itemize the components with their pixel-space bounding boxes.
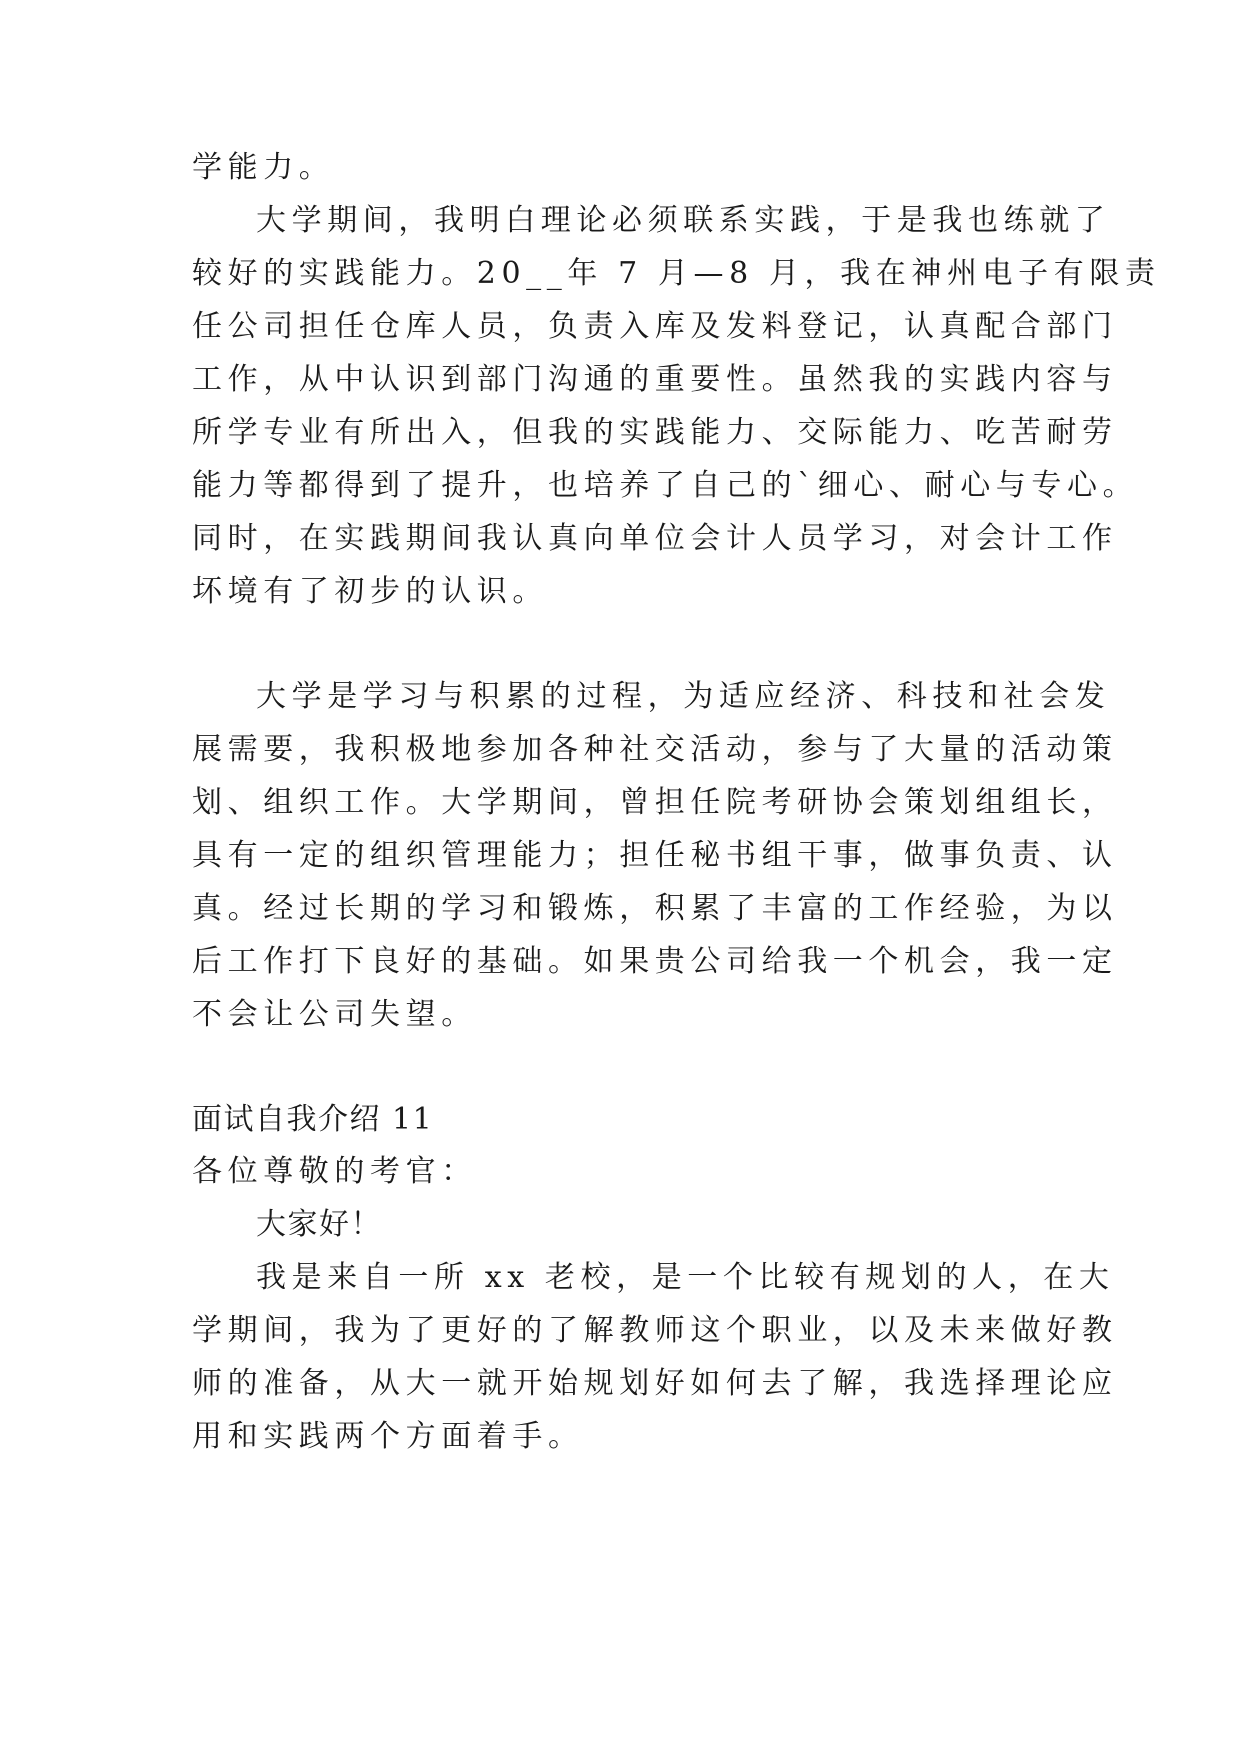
text-line: 不会让公司失望。	[192, 997, 477, 1032]
text-line: 同时，在实践期间我认真向单位会计人员学习，对会计工作	[192, 521, 1118, 556]
text-line: 任公司担任仓库人员，负责入库及发料登记，认真配合部门	[192, 309, 1118, 344]
paragraph-start-line: 大学期间，我明白理论必须联系实践，于是我也练就了	[256, 203, 1111, 238]
text-line: 用和实践两个方面着手。	[192, 1419, 584, 1454]
text-line: 划、组织工作。大学期间，曾担任院考研协会策划组组长，	[192, 785, 1118, 820]
section-heading: 面试自我介绍 11	[192, 1102, 434, 1137]
text-line: 学能力。	[192, 150, 335, 185]
paragraph-start-line: 我是来自一所 xx 老校，是一个比较有规划的人，在大	[256, 1260, 1115, 1295]
text-line: 后工作打下良好的基础。如果贵公司给我一个机会，我一定	[192, 944, 1118, 979]
text-line: 真。经过长期的学习和锻炼，积累了丰富的工作经验，为以	[192, 891, 1118, 926]
text-line: 坏境有了初步的认识。	[192, 574, 548, 609]
greeting: 大家好！	[256, 1207, 382, 1242]
text-line: 学期间，我为了更好的了解教师这个职业，以及未来做好教	[192, 1313, 1118, 1348]
text-line: 能力等都得到了提升，也培养了自己的`细心、耐心与专心。	[192, 468, 1139, 503]
text-line: 展需要，我积极地参加各种社交活动，参与了大量的活动策	[192, 732, 1118, 767]
text-line: 具有一定的组织管理能力；担任秘书组干事，做事负责、认	[192, 838, 1118, 873]
paragraph-start-line: 大学是学习与积累的过程，为适应经济、科技和社会发	[256, 679, 1111, 714]
text-line: 较好的实践能力。20__年 7 月—8 月，我在神州电子有限责	[192, 256, 1161, 291]
text-line: 师的准备，从大一就开始规划好如何去了解，我选择理论应	[192, 1366, 1118, 1401]
text-line: 所学专业有所出入，但我的实践能力、交际能力、吃苦耐劳	[192, 415, 1118, 450]
text-line: 工作，从中认识到部门沟通的重要性。虽然我的实践内容与	[192, 362, 1118, 397]
salutation: 各位尊敬的考官：	[192, 1154, 477, 1189]
